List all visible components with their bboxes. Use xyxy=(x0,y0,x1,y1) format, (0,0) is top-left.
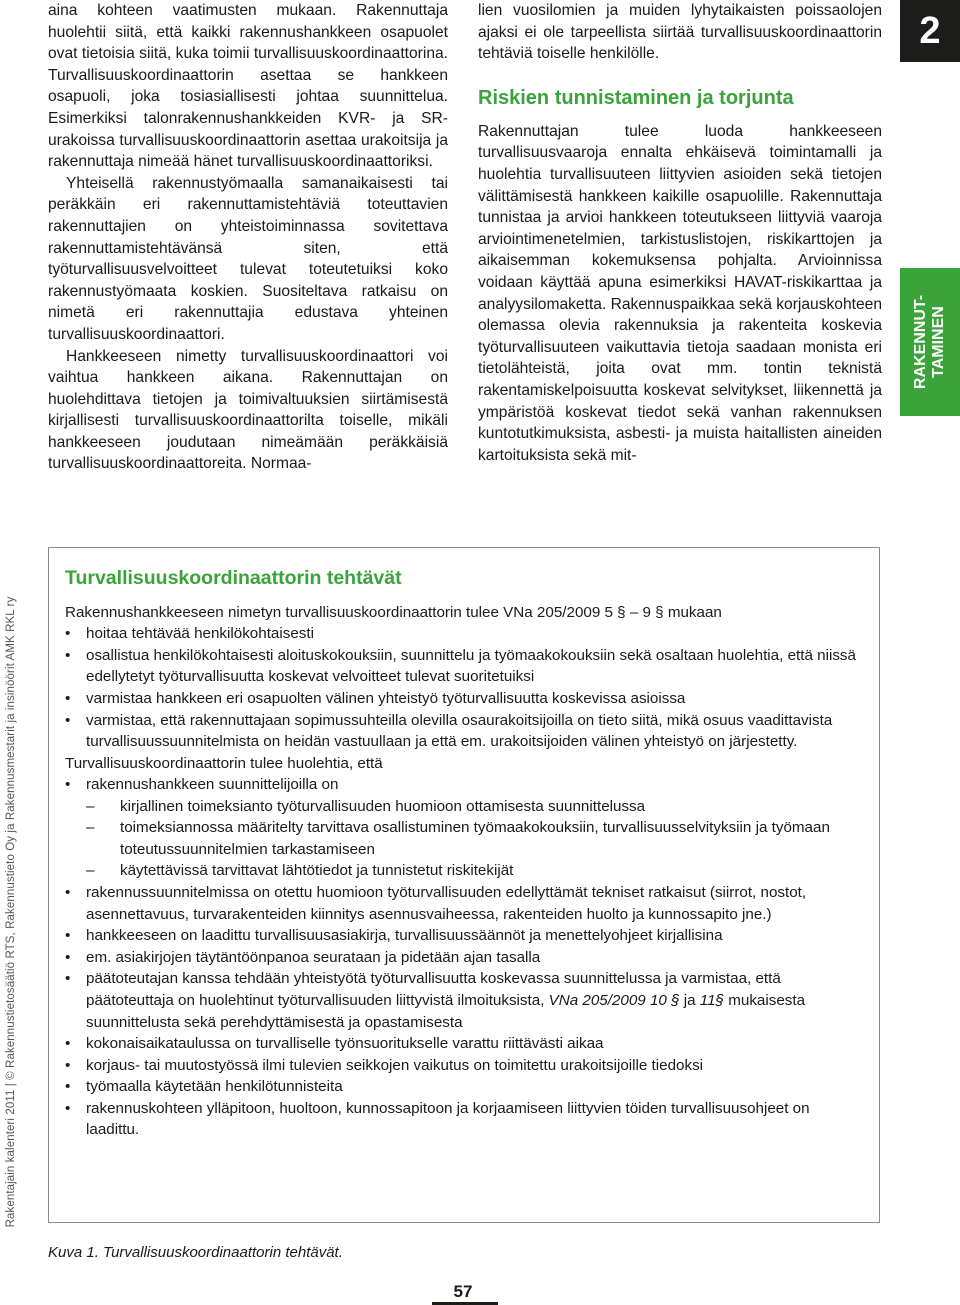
list-item: • työmaalla käytetään henkilötunnisteita xyxy=(65,1076,863,1098)
list-item: • em. asiakirjojen täytäntöönpanoa seurataan ja pidetään ajan tasalla xyxy=(65,947,863,969)
cooperation-text-start: päätoteutajan kanssa tehdään yhteistyötä työturvallisuutta koskevassa suunnittelussa ja varmistaa, että päätoteuttaja on huolehtinut työturvallisuuden liittyvistä ilmoituksista, xyxy=(86,970,781,1009)
box-list-2 xyxy=(65,774,863,1141)
side-tab-label: RAKENNUT- TAMINEN xyxy=(912,294,947,390)
list-item: • rakennushankkeen suunnittelijoilla on xyxy=(65,774,863,796)
box-title: Turvallisuuskoordinaattorin tehtävät xyxy=(65,567,402,589)
sub-list-item: – toimeksiannossa määritelty tarvittava osallistuminen työmaakokouksiin, turvallisuusselvityksiin ja työmaan toteutussuunnitelmien tarkastamiseen xyxy=(65,817,863,860)
cooperation-text-end: mukaisesta suunnittelusta sekä perehdyttämisestä ja opastamisesta xyxy=(86,991,806,1031)
list-item: • rakennuskohteen ylläpitoon, huoltoon, kunnossapitoon ja korjaamiseen liittyvien töiden turvallisuusohjeet on laadittu. xyxy=(65,1098,863,1141)
list-item: • hankkeeseen on laadittu turvallisuusasiakirja, turvallisuussäännöt ja menettelyohjeet kirjallisina xyxy=(65,925,863,947)
list-item: • varmistaa hankkeen eri osapuolten välinen yhteistyö työturvallisuutta koskevissa asioissa xyxy=(65,688,863,710)
list-item: • hoitaa tehtävää henkilökohtaisesti xyxy=(65,623,863,645)
sub-list-item: – käytettävissä tarvittavat lähtötiedot ja tunnistetut riskitekijät xyxy=(65,860,863,882)
list-item: • rakennussuunnitelmissa on otettu huomioon työturvallisuuden edellyttämät tekniset ratkaisut (siirrot, nostot, asennettavuus, turvarakenteiden kiinnitys asennusvaiheessa, rakenteiden huolto ja kunnossapito jne.) xyxy=(65,882,863,925)
right-intro-paragraph: lien vuosilomien ja muiden lyhytaikaisten poissaolojen ajaksi ei ole tarpeellista siirtää turvallisuuskoordinaattorin tehtäviä toiselle henkilölle. xyxy=(478,2,882,63)
cooperation-text-joiner: ja xyxy=(679,991,700,1009)
page-number: 57 xyxy=(453,1282,473,1301)
list-item-cooperation xyxy=(65,968,863,1033)
box-intro: Rakennushankkeeseen nimetyn turvallisuuskoordinaattorin tulee VNa 205/2009 5 § – 9 § mukaan xyxy=(65,604,722,621)
spine-credits-text: Rakentajain kalenteri 2011 | © Rakennustietosäätiö RTS, Rakennustieto Oy ja Rakennusmestarit ja insinöörit AMK RKL ry xyxy=(5,596,17,1228)
list-item: • korjaus- tai muutostyössä ilmi tulevien seikkojen vaikutus on toimitettu urakoitsijoille tiedoksi xyxy=(65,1055,863,1077)
regulation-reference: VNa 205/2009 10 § xyxy=(548,991,680,1009)
list-item: • varmistaa, että rakennuttajaan sopimussuhteilla olevilla osaurakoitsijoilla on tieto siitä, mikä osuus vaadittavista turvallisuussuunnitelmista on heidän vastuullaan ja että em. urakoitsijoiden välinen yhteistyö on järjestetty. xyxy=(65,710,863,753)
regulation-reference: 11§ xyxy=(699,991,725,1009)
figure-caption: Kuva 1. Turvallisuuskoordinaattorin tehtävät. xyxy=(48,1244,343,1261)
figure-box xyxy=(48,547,880,1223)
spine-credits xyxy=(0,545,22,1280)
box-intro-2: Turvallisuuskoordinaattorin tulee huolehtia, että xyxy=(65,754,383,772)
left-paragraph-2: Yhteisellä rakennustyömaalla samanaikaisesti tai peräkkäin eri rakennuttamistehtäviä toteuttavien rakennuttajien on yhteistoiminnassa sovitettava rakennuttamistehtävänsä siten, että työturvallisuusvelvoitteet tulevat toteutetuiksi koko rakennustyömaata koskien. Suositeltava ratkaisu on nimetä eri rakennuttajia edustava yhteinen turvallisuuskoordinaattori. xyxy=(48,174,448,343)
section-side-tab xyxy=(900,268,960,416)
list-item: • osallistua henkilökohtaisesti aloituskokouksiin, suunnittelu ja työmaakokouksiin sekä osaltaan huolehtia, että niissä edellytetyt työturvallisuutta koskevat velvoitteet tulevat suoritetuiksi xyxy=(65,645,863,688)
list-item: • kokonaisaikataulussa on turvalliselle työnsuoritukselle varattu riittävästi aikaa xyxy=(65,1033,863,1055)
left-paragraph-3: Hankkeeseen nimetty turvallisuuskoordinaattori voi vaihtua hankkeen aikana. Rakennuttajan on huolehdittava tietojen ja toimivaltuuksien siirtämisestä kirjallisesti turvallisuuskoordinaattorilta toiselle, mikäli hankkeeseen joudutaan nimeämään peräkkäisiä turvallisuuskoordinaattoreita. Normaa- xyxy=(48,347,448,473)
box-list-1 xyxy=(65,623,863,753)
left-paragraph-1: aina kohteen vaatimusten mukaan. Rakennuttaja huolehtii siitä, että kaikki rakennushankkeen osapuolet ovat tietoisia siitä, kuka toimii turvallisuuskoordinaattorina. Turvallisuuskoordinaattorin asettaa se hankkeen osapuoli, joka tosiasiallisesti johtaa suunnittelua. Esimerkiksi talonrakennushankkeiden KVR- ja SR-urakoissa turvallisuuskoordinaattorin asettaa urakoitsija ja rakennuttaja nimeää hänet turvallisuuskoordinaattoriksi. xyxy=(48,2,448,171)
section-heading: Riskien tunnistaminen ja torjunta xyxy=(478,86,794,109)
left-text-column xyxy=(48,0,448,475)
chapter-number-tab: 2 xyxy=(900,0,960,62)
right-body-paragraph: Rakennuttajan tulee luoda hankkeeseen turvallisuusvaaroja ennalta ehkäisevä toimintamalli ja huolehtia turvallisuuteen liittyvien asioiden sekä tietojen välittämisestä hankkeen kaikille osapuolille. Rakennuttaja tunnistaa ja arvioi hankkeen toteutukseen liittyviä vaaroja arviointimenetelmien, tarkistuslistojen, riskikarttojen ja aikaisemman kokemuksensa pohjalta. Arvioinnissa voidaan käyttää apuna esimerkiksi HAVAT-riskikarttaa ja analyysilomaketta. Rakennuspaikkaa sekä korjauskohteen olemassa olevia rakennuksia ja rakenteita koskevia työturvallisuuteen vaikuttavia tietoja saadaan monista eri tietolähteistä, joita ovat mm. tontin teknistä rakentamiskelpoisuutta koskevat selvitykset, liikennettä ja ympäristöä koskevat tiedot sekä vanhan rakennuksen kuntotutkimuksista, asbesti- ja muista haitallisten aineiden kartoituksista sekä mit- xyxy=(478,122,882,464)
sub-list-item: – kirjallinen toimeksianto työturvallisuuden huomioon ottamisesta suunnittelussa xyxy=(65,796,863,818)
right-text-column xyxy=(478,0,882,466)
